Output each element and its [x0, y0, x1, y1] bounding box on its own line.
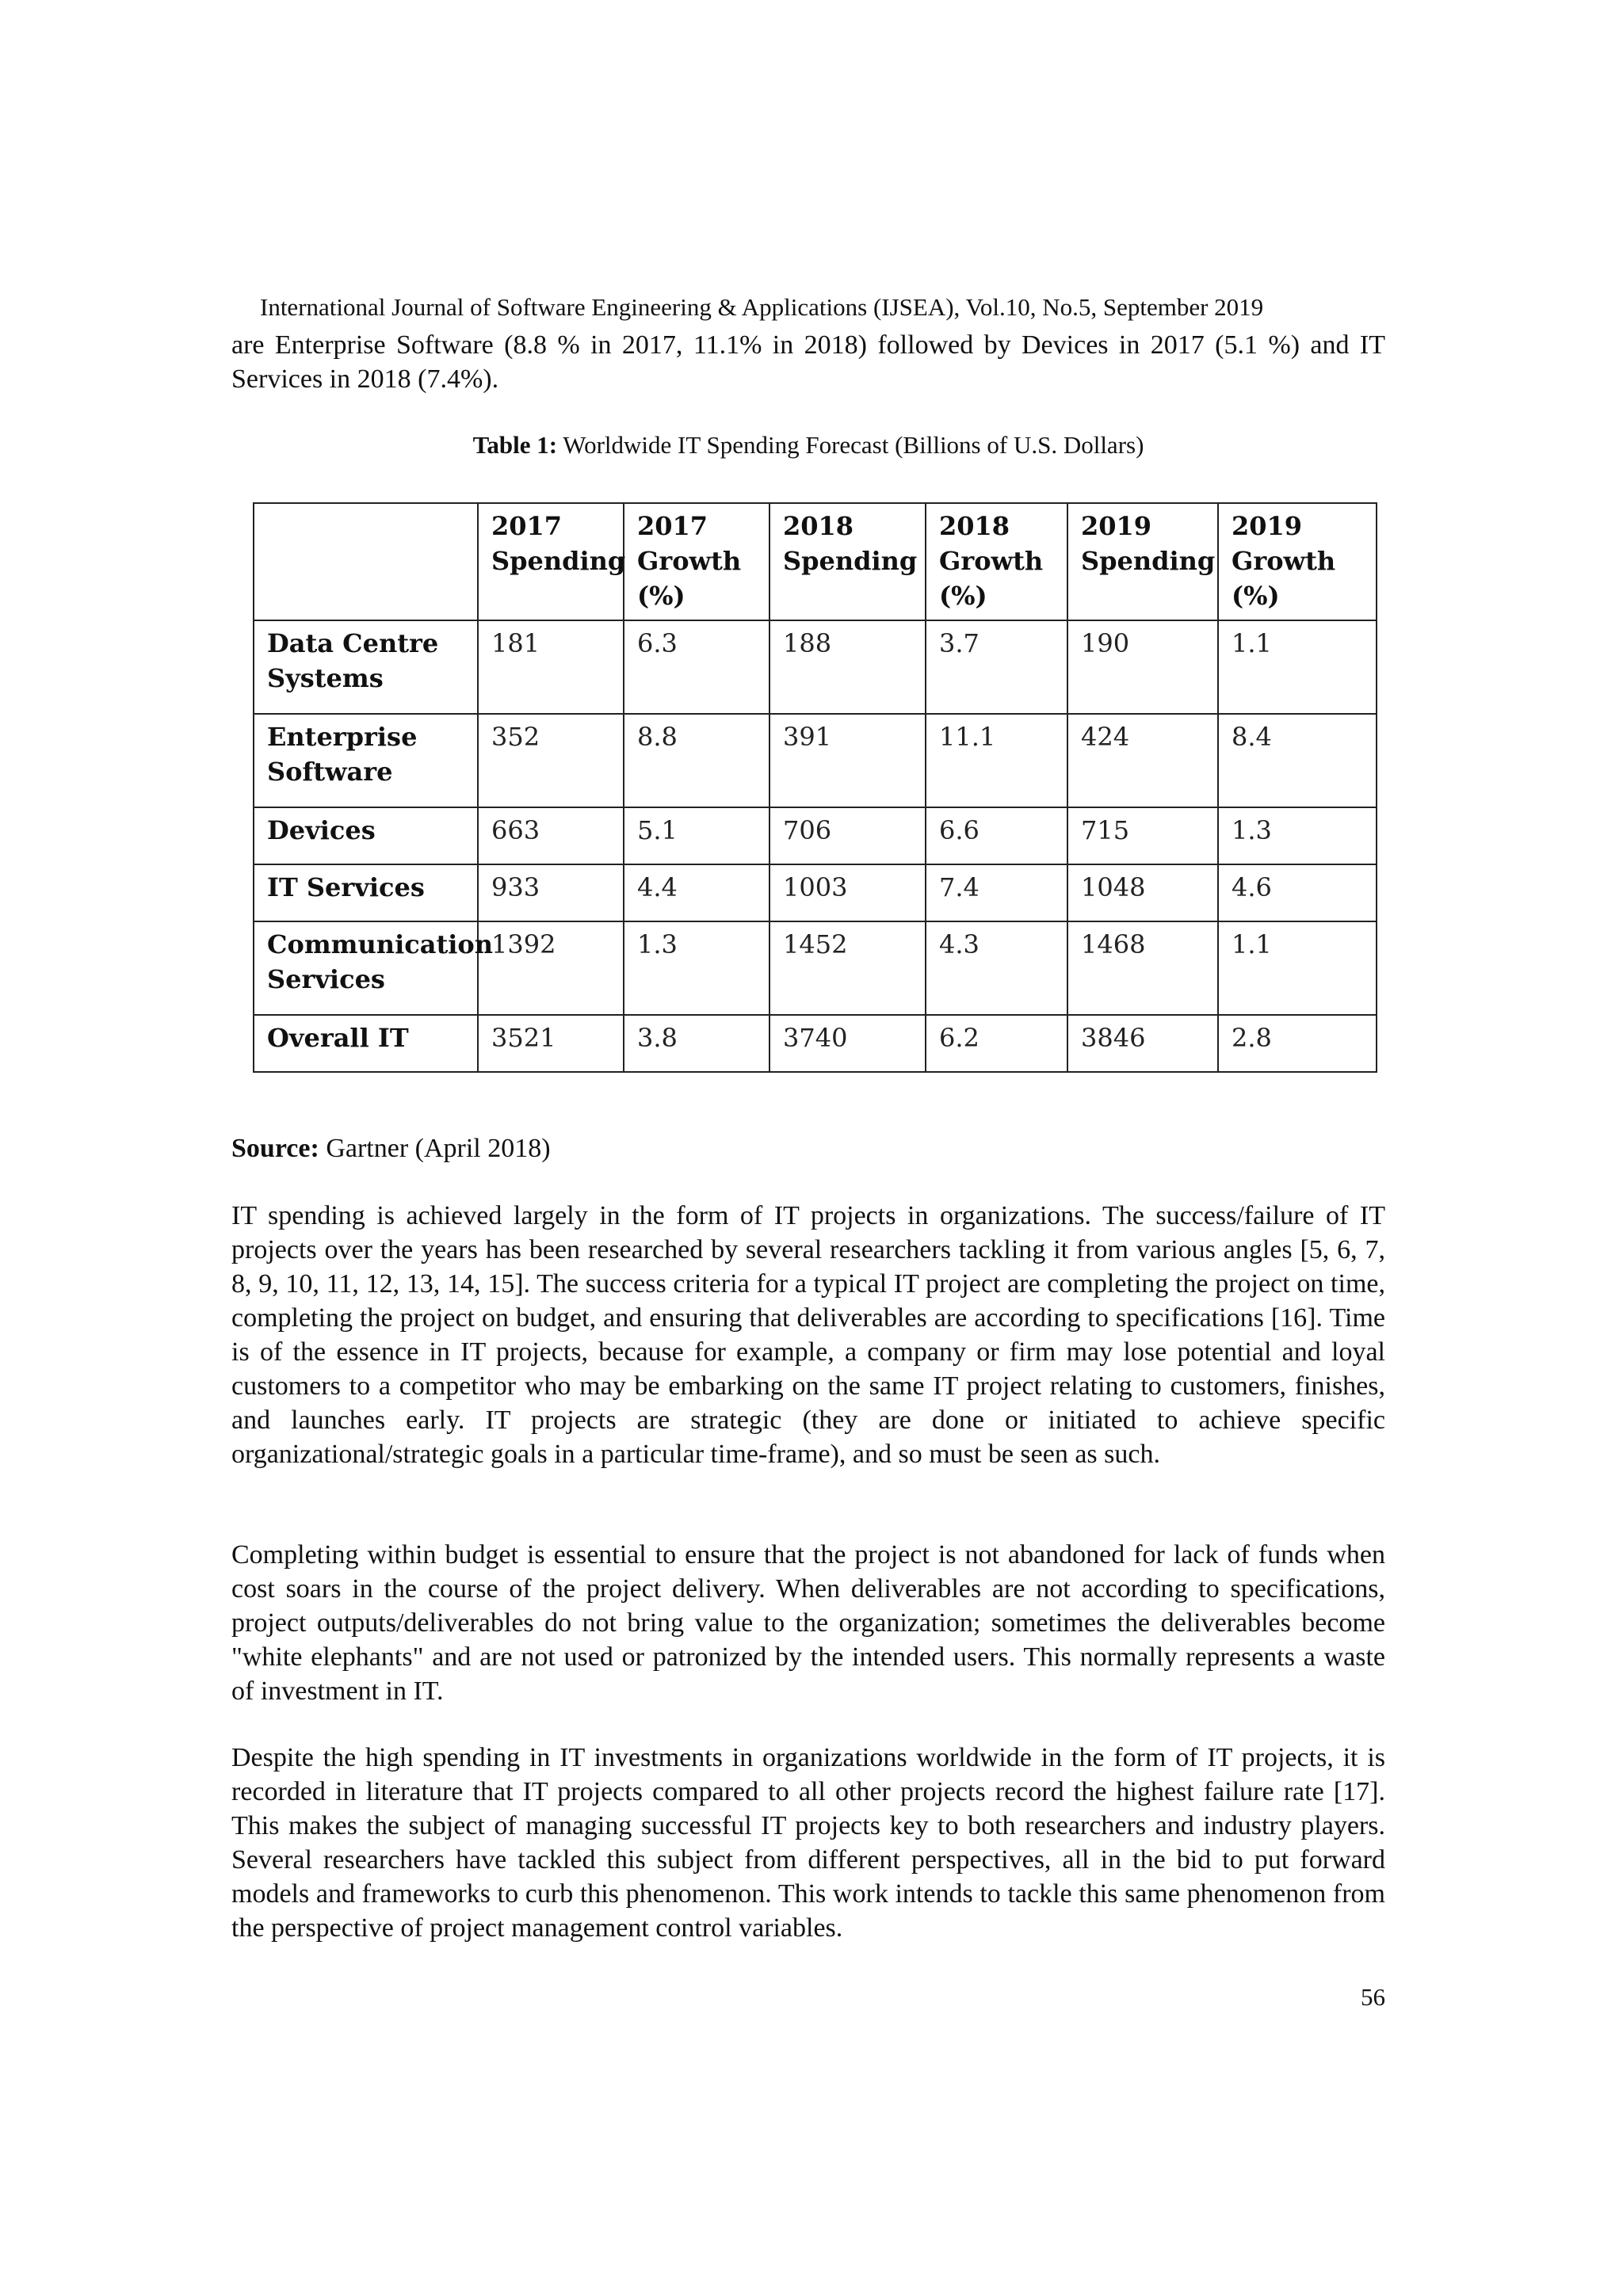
- table-cell: 4.4: [624, 864, 769, 921]
- table-header-cell: 2017 Growth (%): [624, 503, 769, 620]
- table-cell: 4.3: [926, 921, 1067, 1015]
- table-cell: 1048: [1067, 864, 1218, 921]
- table-cell: 706: [769, 807, 926, 864]
- table-cell: 6.2: [926, 1015, 1067, 1072]
- table-row: [254, 864, 1377, 921]
- table-cell: 3521: [478, 1015, 624, 1072]
- table-caption: [231, 431, 1385, 460]
- table-cell: 181: [478, 620, 624, 714]
- body-paragraph: Completing within budget is essential to ensure that the project is not abandoned for lack of funds when cost soars in the course of the project delivery. When deliverables are not according to specifications, project outputs/deliverables do not bring value to the organization; sometimes the deliverables become "white elephants" and are not used or patronized by the intended users. This normally represents a waste of investment in IT.: [231, 1540, 1385, 1706]
- table-cell: 391: [769, 714, 926, 807]
- table-row: [254, 807, 1377, 864]
- table-row: [254, 921, 1377, 1015]
- row-label: Enterprise Software: [254, 714, 478, 807]
- table-header-cell: 2019 Growth (%): [1218, 503, 1377, 620]
- table-cell: 3.7: [926, 620, 1067, 714]
- table-cell: 188: [769, 620, 926, 714]
- table-header-cell: 2018 Growth (%): [926, 503, 1067, 620]
- table-row: [254, 714, 1377, 807]
- table-source: [231, 1133, 551, 1165]
- table-cell: 7.4: [926, 864, 1067, 921]
- body-paragraph: Despite the high spending in IT investments in organizations worldwide in the form of IT projects, it is recorded in literature that IT projects compared to all other projects record the highest failure rate [17]. This makes the subject of managing successful IT projects key to both researchers and industry players. Several researchers have tackled this subject from different perspectives, all in the bid to put forward models and frameworks to curb this phenomenon. This work intends to tackle this same phenomenon from the perspective of project management control variables.: [231, 1743, 1385, 1943]
- table-header-cell: [254, 503, 478, 620]
- row-label: Data Centre Systems: [254, 620, 478, 714]
- table-cell: 1.1: [1218, 921, 1377, 1015]
- table-cell: 1.3: [624, 921, 769, 1015]
- table-row: [254, 620, 1377, 714]
- table-cell: 3.8: [624, 1015, 769, 1072]
- table-cell: 663: [478, 807, 624, 864]
- row-label: Devices: [254, 807, 478, 864]
- table-header-row: [254, 503, 1377, 620]
- table-cell: 1003: [769, 864, 926, 921]
- table-cell: 715: [1067, 807, 1218, 864]
- table-cell: 8.4: [1218, 714, 1377, 807]
- table-cell: 11.1: [926, 714, 1067, 807]
- table-cell: 6.6: [926, 807, 1067, 864]
- table-cell: 190: [1067, 620, 1218, 714]
- table-cell: 6.3: [624, 620, 769, 714]
- table-row: [254, 1015, 1377, 1072]
- table-cell: 3846: [1067, 1015, 1218, 1072]
- table-cell: 1452: [769, 921, 926, 1015]
- table-header-cell: 2019 Spending: [1067, 503, 1218, 620]
- body-paragraph: IT spending is achieved largely in the form of IT projects in organizations. The success/failure of IT projects over the years has been researched by several researchers tackling it from various angles [5, 6, 7, 8, 9, 10, 11, 12, 13, 14, 15]. The success criteria for a typical IT project are completing the project on time, completing the project on budget, and ensuring that deliverables are according to specifications [16]. Time is of the essence in IT projects, because for example, a company or firm may lose potential and loyal customers to a competitor who may be embarking on the same IT project relating to customers, finishes, and launches early. IT projects are strategic (they are done or initiated to achieve specific organizational/strategic goals in a particular time-frame), and so must be seen as such.: [231, 1201, 1385, 1469]
- table-cell: 1468: [1067, 921, 1218, 1015]
- table-caption-label: Table 1:: [472, 431, 558, 459]
- running-header: International Journal of Software Engineering & Applications (IJSEA), Vol.10, No.5, September 2019: [260, 293, 1264, 321]
- row-label: Communication Services: [254, 921, 478, 1015]
- table-cell: 1.3: [1218, 807, 1377, 864]
- table-cell: 4.6: [1218, 864, 1377, 921]
- table-caption-text: Worldwide IT Spending Forecast (Billions of U.S. Dollars): [557, 431, 1144, 459]
- it-spending-table: [253, 502, 1377, 1073]
- table-header-cell: 2018 Spending: [769, 503, 926, 620]
- table-cell: 2.8: [1218, 1015, 1377, 1072]
- table-cell: 352: [478, 714, 624, 807]
- table-header-cell: 2017 Spending: [478, 503, 624, 620]
- table-cell: 424: [1067, 714, 1218, 807]
- row-label: Overall IT: [254, 1015, 478, 1072]
- table-cell: 1.1: [1218, 620, 1377, 714]
- table-cell: 5.1: [624, 807, 769, 864]
- row-label: IT Services: [254, 864, 478, 921]
- table-cell: 3740: [769, 1015, 926, 1072]
- table-cell: 1392: [478, 921, 624, 1015]
- table-cell: 933: [478, 864, 624, 921]
- table-cell: 8.8: [624, 714, 769, 807]
- intro-paragraph: are Enterprise Software (8.8 % in 2017, 11.1% in 2018) followed by Devices in 2017 (5.1 %) and IT Services in 2018 (7.4%).: [231, 330, 1385, 394]
- source-text: Gartner (April 2018): [319, 1134, 551, 1163]
- source-label: Source:: [231, 1134, 319, 1163]
- page-number: 56: [1361, 1983, 1385, 2011]
